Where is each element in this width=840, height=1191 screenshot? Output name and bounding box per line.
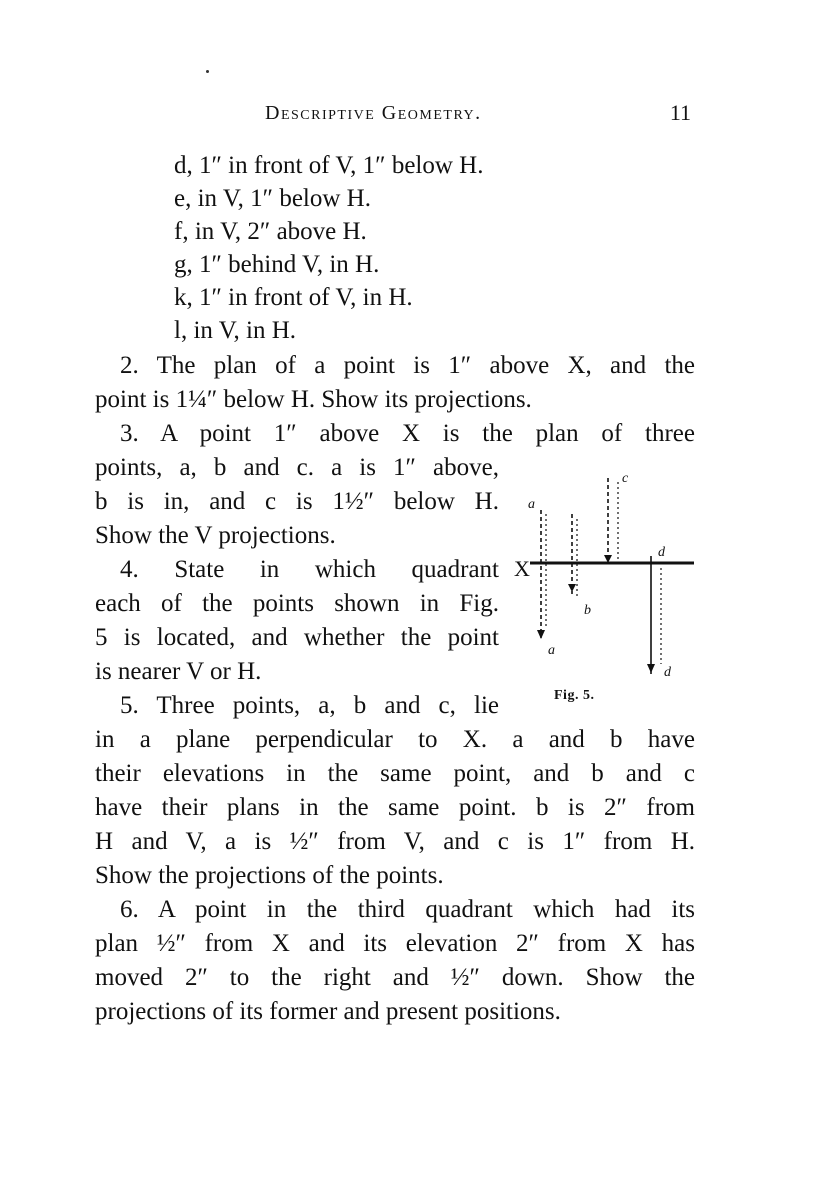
text-line: f, in V, 2″ above H. bbox=[174, 218, 367, 245]
text-line: points, a, b and c. a is 1″ above, bbox=[95, 454, 499, 481]
text-line: H and V, a is ½″ from V, and c is 1″ from H. bbox=[95, 828, 695, 855]
text-line: 5 is located, and whether the point bbox=[95, 624, 499, 651]
text-line: each of the points shown in Fig. bbox=[95, 590, 499, 617]
text-line: 4. State in which quadrant bbox=[120, 556, 499, 583]
arrow-a-plan bbox=[537, 630, 545, 639]
label-d: d bbox=[658, 545, 665, 560]
text-line: their elevations in the same point, and b and c bbox=[95, 760, 695, 787]
stray-dot bbox=[206, 70, 209, 73]
page-number: 11 bbox=[669, 100, 691, 125]
text-line: in a plane perpendicular to X. a and b have bbox=[95, 726, 695, 753]
text-line: Show the V projections. bbox=[95, 522, 336, 549]
page-header bbox=[95, 96, 695, 130]
text-line: projections of its former and present positions. bbox=[95, 998, 561, 1025]
text-line: 5. Three points, a, b and c, lie bbox=[120, 692, 499, 719]
text-line: 3. A point 1″ above X is the plan of three bbox=[120, 420, 695, 447]
running-title: Descriptive Geometry. bbox=[265, 102, 482, 124]
text-line: moved 2″ to the right and ½″ down. Show the bbox=[95, 964, 695, 991]
label-x: X bbox=[514, 556, 530, 581]
text-line: e, in V, 1″ below H. bbox=[174, 185, 371, 212]
figure-5 bbox=[510, 464, 700, 686]
text-line: have their plans in the same point. b is 2″ from bbox=[95, 794, 695, 821]
text-line: plan ½″ from X and its elevation 2″ from X has bbox=[95, 930, 695, 957]
text-line: g, 1″ behind V, in H. bbox=[174, 251, 380, 278]
label-a-plan: a bbox=[548, 643, 555, 658]
arrow-b bbox=[568, 584, 576, 592]
text-line: Show the projections of the points. bbox=[95, 862, 444, 889]
text-line: 2. The plan of a point is 1″ above X, and the bbox=[120, 352, 695, 379]
label-b: b bbox=[584, 603, 591, 618]
text-line: b is in, and c is 1½″ below H. bbox=[95, 488, 499, 515]
text-line: is nearer V or H. bbox=[95, 658, 262, 685]
label-c: c bbox=[622, 471, 629, 486]
arrow-d bbox=[647, 664, 655, 673]
figure-5-drawing bbox=[510, 464, 700, 686]
figure-caption: Fig. 5. bbox=[554, 688, 595, 703]
label-a: a bbox=[528, 497, 535, 512]
text-line: d, 1″ in front of V, 1″ below H. bbox=[174, 152, 484, 179]
text-line: 6. A point in the third quadrant which had its bbox=[120, 896, 695, 923]
text-line: point is 1¼″ below H. Show its projections. bbox=[95, 386, 532, 413]
text-line: l, in V, in H. bbox=[174, 317, 297, 344]
text-line: k, 1″ in front of V, in H. bbox=[174, 284, 413, 311]
label-d-elevation: d bbox=[664, 665, 671, 680]
